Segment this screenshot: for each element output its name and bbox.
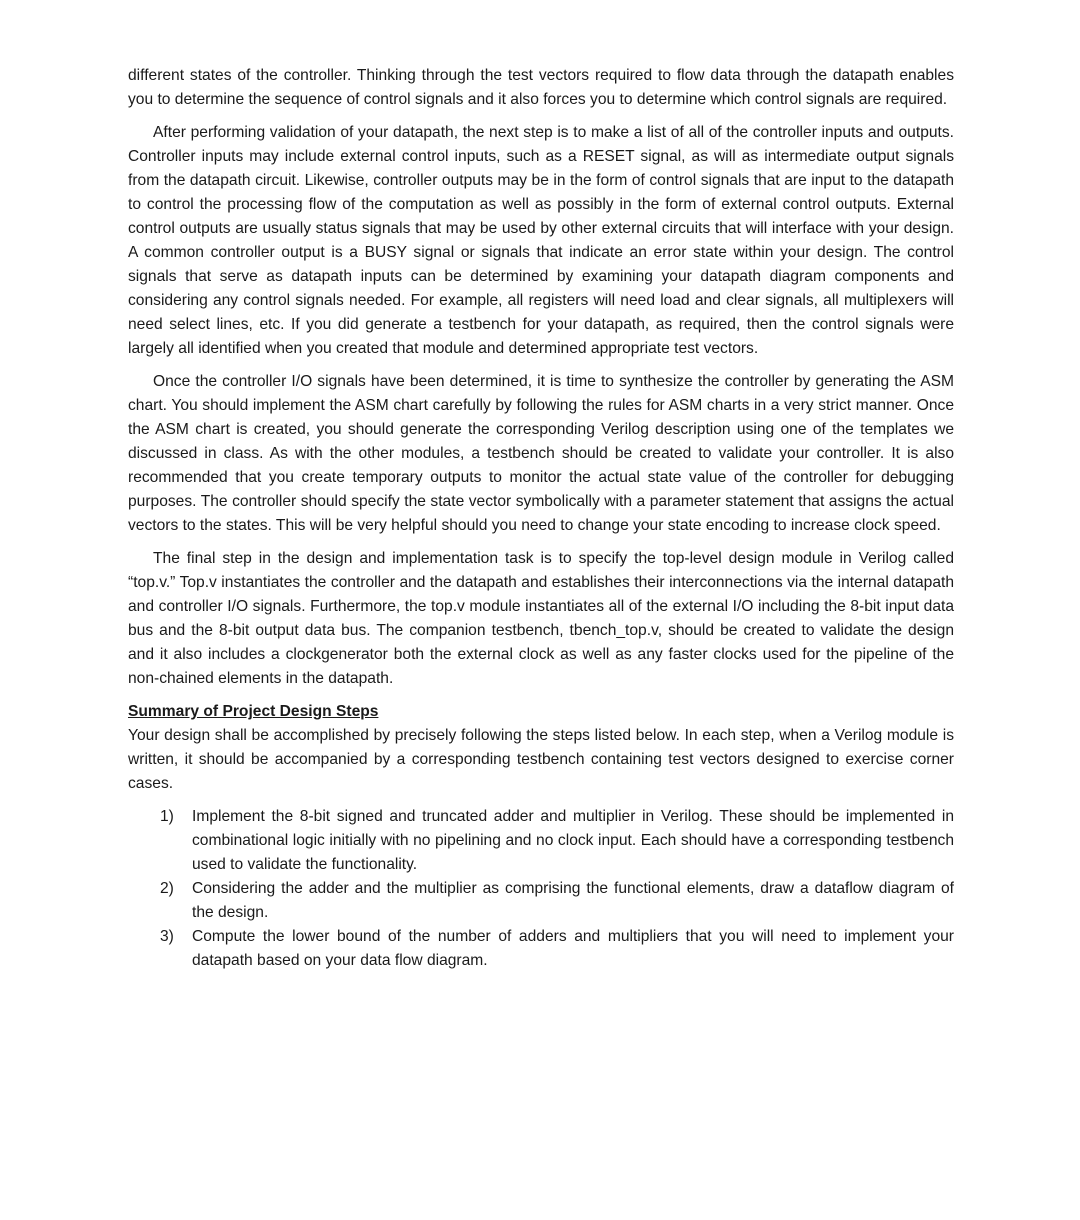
summary-intro: Your design shall be accomplished by precisely following the steps listed below. In each step, when a Verilog module is written, it should be accompanied by a corresponding testbench containing test vectors designed to exercise corner cases. xyxy=(128,727,954,792)
list-item xyxy=(128,877,954,925)
design-steps-list xyxy=(128,805,954,973)
summary-heading: Summary of Project Design Steps xyxy=(128,703,379,720)
paragraph-controller-io: After performing validation of your datapath, the next step is to make a list of all of the controller inputs and outputs. Controller inputs may include external control inputs, such as a RESET signal, as will as intermediate output signals from the datapath circuit. Likewise, controller outputs may be in the form of control signals that are input to the datapath to control the processing flow of the computation as well as possibly in the form of external control outputs. External control outputs are usually status signals that may be used by other external circuits that will interface with your design. A common controller output is a BUSY signal or signals that indicate an error state within your design. The control signals that serve as datapath inputs can be determined by examining your datapath diagram components and considering any control signals needed. For example, all registers will need load and clear signals, all multiplexers will need select lines, etc. If you did generate a testbench for your datapath, as required, then the control signals were largely all identified when you created that module and determined appropriate test vectors. xyxy=(128,124,954,357)
list-item-number: 2) xyxy=(160,880,174,897)
list-item-text: Considering the adder and the multiplier as comprising the functional elements, draw a dataflow diagram of the design. xyxy=(192,880,954,921)
paragraph-top-level-module: The final step in the design and implementation task is to specify the top-level design module in Verilog called “top.v.” Top.v instantiates the controller and the datapath and establishes their interconnections via the internal datapath and controller I/O signals. Furthermore, the top.v module instantiates all of the external I/O including the 8-bit input data bus and the 8-bit output data bus. The companion testbench, tbench_top.v, should be created to validate the design and it also includes a clockgenerator both the external clock as well as any faster clocks used for the pipeline of the non-chained elements in the datapath. xyxy=(128,550,954,687)
list-item-number: 3) xyxy=(160,928,174,945)
list-item-text: Implement the 8-bit signed and truncated adder and multiplier in Verilog. These should be implemented in combinational logic initially with no pipelining and no clock input. Each should have a corresponding testbench used to validate the functionality. xyxy=(192,808,954,873)
paragraph-asm-chart: Once the controller I/O signals have been determined, it is time to synthesize the controller by generating the ASM chart. You should implement the ASM chart carefully by following the rules for ASM charts in a very strict manner. Once the ASM chart is created, you should generate the corresponding Verilog description using one of the templates we discussed in class. As with the other modules, a testbench should be created to validate your controller. It is also recommended that you create temporary outputs to monitor the actual state value of the controller for debugging purposes. The controller should specify the state vector symbolically with a parameter statement that assigns the actual vectors to the states. This will be very helpful should you need to change your state encoding to increase clock speed. xyxy=(128,373,954,534)
list-item-number: 1) xyxy=(160,808,174,825)
document-page xyxy=(128,64,954,973)
paragraph-controller-states: different states of the controller. Thinking through the test vectors required to flow data through the datapath enables you to determine the sequence of control signals and it also forces you to determine which control signals are required. xyxy=(128,67,954,108)
list-item xyxy=(128,925,954,973)
list-item xyxy=(128,805,954,877)
list-item-text: Compute the lower bound of the number of adders and multipliers that you will need to implement your datapath based on your data flow diagram. xyxy=(192,928,954,969)
